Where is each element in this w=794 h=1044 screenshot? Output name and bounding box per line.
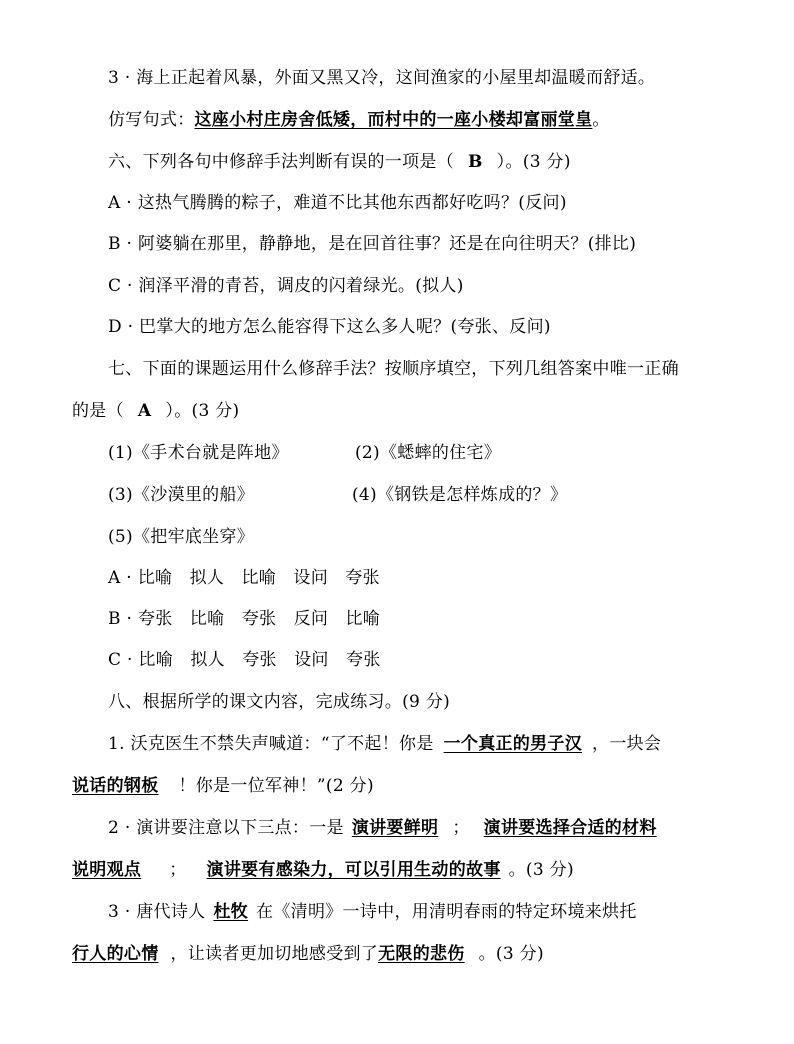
q8-3-prompt: 3 · 唐代诗人 [108, 902, 206, 922]
q6-option-a: A · 这热气腾腾的粽子，难道不比其他东西都好吃吗？(反问) [108, 193, 567, 213]
question-8-title: 八、根据所学的课文内容，完成练习。(9 分) [108, 692, 451, 712]
q6-option-d: D · 巴掌大的地方怎么能容得下这么多人呢？(夸张、反问) [108, 317, 551, 337]
q8-item-1-line-2 [72, 774, 374, 798]
q8-item-1 [108, 732, 661, 756]
q8-3-answer-mood: 行人的心情 [72, 944, 159, 964]
q8-2-answer-2: 演讲要选择合适的材料 [483, 818, 657, 838]
q8-1-prompt: 1. 沃克医生不禁失声喊道：“了不起！你是 [108, 734, 434, 754]
q8-2-answer-2-end: 说明观点 [72, 860, 142, 880]
q8-item-2-line-2 [72, 858, 574, 882]
q8-3-answer-feeling: 无限的悲伤 [378, 944, 465, 964]
q8-1-ending: ！你是一位军神！”(2 分) [178, 776, 374, 796]
q7-option-a: A · 比喻 拟人 比喻 设问 夸张 [108, 568, 380, 588]
q6-option-c: C · 润泽平滑的青苔，调皮的闪着绿光。(拟人) [108, 276, 464, 296]
q8-1-continuation: ，一块会 [592, 734, 662, 754]
q6-prompt: 六、下列各句中修辞手法判断有误的一项是（ [108, 152, 454, 172]
question-6-title [108, 150, 571, 174]
imitation-period: 。 [592, 110, 610, 130]
q8-3-points: 。(3 分) [478, 944, 544, 964]
q8-item-2 [108, 816, 657, 840]
q8-1-answer-b: 说话的钢板 [72, 776, 159, 796]
q8-3-continuation: 在《清明》一诗中，用清明春雨的特定环境来烘托 [256, 902, 637, 922]
q8-2-prompt: 2 · 演讲要注意以下三点：一是 [108, 818, 344, 838]
q8-2-answer-1: 演讲要鲜明 [351, 818, 439, 838]
q7-item-5: (5)《把牢底坐穿》 [108, 527, 255, 547]
q7-item-4: (4)《钢铁是怎样炼成的？》 [352, 485, 568, 505]
sentence-3: 3 · 海上正起着风暴，外面又黑又冷，这间渔家的小屋里却温暖而舒适。 [108, 68, 656, 88]
q7-answer: A [137, 401, 152, 421]
q7-option-c: C · 比喻 拟人 夸张 设问 夸张 [108, 650, 381, 670]
q8-2-sep-1: ； [452, 818, 470, 838]
q6-option-b: B · 阿婆躺在那里，静静地，是在回首往事？还是在向往明天？(排比) [108, 234, 637, 254]
q8-item-3-line-2 [72, 942, 544, 966]
q8-2-answer-3: 演讲要有感染力，可以引用生动的故事 [206, 860, 501, 880]
q8-3-answer-poet: 杜牧 [213, 902, 249, 922]
q8-1-answer-a: 一个真正的男子汉 [443, 734, 583, 754]
q6-answer: B [468, 152, 483, 172]
q7-points: ）。(3 分) [165, 401, 240, 421]
q7-item-2: (2)《蟋蟀的住宅》 [355, 443, 502, 463]
imitation-line [108, 108, 610, 132]
q7-item-3: (3)《沙漠里的船》 [108, 485, 255, 505]
q8-3-middle: ，让读者更加切地感受到了 [170, 944, 379, 964]
q7-prompt-end: 的是（ [72, 401, 124, 421]
q7-item-1: (1)《手术台就是阵地》 [108, 443, 289, 463]
q6-points: ）。(3 分) [496, 152, 571, 172]
question-7-title: 七、下面的课题运用什么修辞手法？按顺序填空，下列几组答案中唯一正确 [108, 359, 679, 379]
question-7-continuation [72, 399, 240, 423]
q7-option-b: B · 夸张 比喻 夸张 反问 比喻 [108, 609, 381, 629]
q8-2-sep-2: ； [169, 860, 187, 880]
q8-2-points: 。(3 分) [508, 860, 574, 880]
imitation-label: 仿写句式： [108, 110, 195, 130]
q8-item-3 [108, 900, 637, 924]
imitation-answer: 这座小村庄房舍低矮，而村中的一座小楼却富丽堂皇 [194, 110, 593, 130]
